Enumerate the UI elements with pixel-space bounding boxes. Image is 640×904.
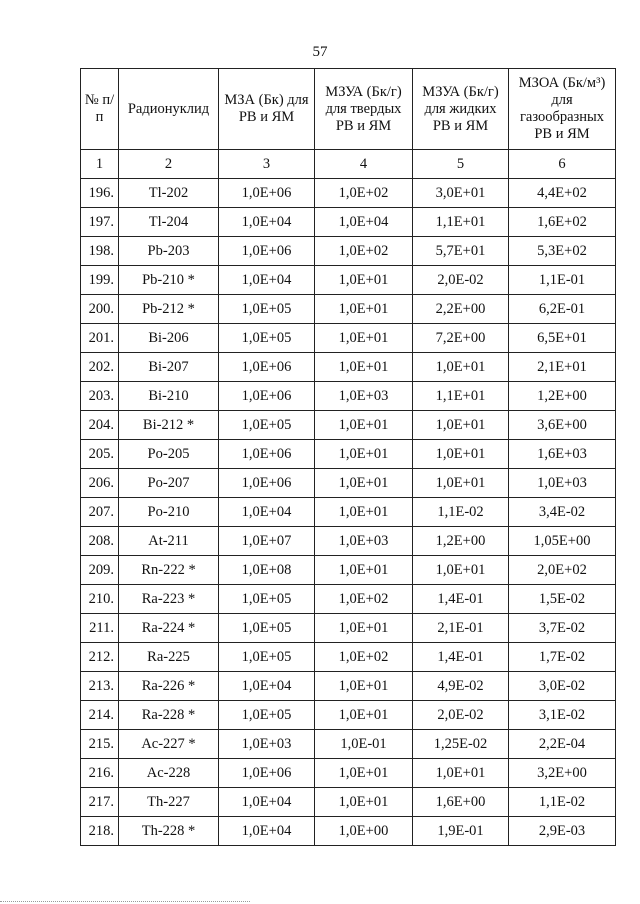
row-number: 196. — [81, 179, 119, 208]
mzua-solid-value: 1,0E+01 — [315, 440, 413, 469]
mzua-solid-value: 1,0E+02 — [315, 643, 413, 672]
column-number: 6 — [509, 150, 616, 179]
mza-value: 1,0E+04 — [219, 788, 315, 817]
bottom-divider — [0, 901, 250, 903]
mzoa-gas-value: 1,05E+00 — [509, 527, 616, 556]
table-row — [81, 324, 616, 353]
mzua-solid-value: 1,0E+01 — [315, 498, 413, 527]
mza-value: 1,0E+04 — [219, 672, 315, 701]
mzoa-gas-value: 3,0E-02 — [509, 672, 616, 701]
mzua-liquid-value: 3,0E+01 — [413, 179, 509, 208]
table-row — [81, 527, 616, 556]
mzua-liquid-value: 2,1E-01 — [413, 614, 509, 643]
row-number: 214. — [81, 701, 119, 730]
table-row — [81, 759, 616, 788]
mza-value: 1,0E+05 — [219, 643, 315, 672]
row-number: 206. — [81, 469, 119, 498]
mzoa-gas-value: 3,1E-02 — [509, 701, 616, 730]
mza-value: 1,0E+06 — [219, 179, 315, 208]
row-number: 201. — [81, 324, 119, 353]
radionuclide-name: Tl-204 — [119, 208, 219, 237]
mzua-solid-value: 1,0E+02 — [315, 585, 413, 614]
mza-value: 1,0E+04 — [219, 266, 315, 295]
mzua-liquid-value: 1,0E+01 — [413, 353, 509, 382]
table-row — [81, 353, 616, 382]
radionuclide-name: Bi-210 — [119, 382, 219, 411]
mzua-solid-value: 1,0E-01 — [315, 730, 413, 759]
mzua-solid-value: 1,0E+03 — [315, 527, 413, 556]
mzoa-gas-value: 3,4E-02 — [509, 498, 616, 527]
mzua-liquid-value: 5,7E+01 — [413, 237, 509, 266]
mzoa-gas-value: 2,0E+02 — [509, 556, 616, 585]
mzoa-gas-value: 3,2E+00 — [509, 759, 616, 788]
mza-value: 1,0E+03 — [219, 730, 315, 759]
column-number: 1 — [81, 150, 119, 179]
row-number: 200. — [81, 295, 119, 324]
radionuclide-table — [80, 68, 616, 846]
mzoa-gas-value: 3,7E-02 — [509, 614, 616, 643]
mza-value: 1,0E+05 — [219, 411, 315, 440]
table-row — [81, 440, 616, 469]
radionuclide-name: Th-228 * — [119, 817, 219, 846]
radionuclide-name: Pb-210 * — [119, 266, 219, 295]
mzoa-gas-value: 1,5E-02 — [509, 585, 616, 614]
mzua-liquid-value: 1,1E-02 — [413, 498, 509, 527]
mza-value: 1,0E+04 — [219, 498, 315, 527]
row-number: 202. — [81, 353, 119, 382]
mza-value: 1,0E+06 — [219, 382, 315, 411]
row-number: 215. — [81, 730, 119, 759]
mza-value: 1,0E+04 — [219, 817, 315, 846]
mzua-liquid-value: 1,1E+01 — [413, 382, 509, 411]
mzua-solid-value: 1,0E+00 — [315, 817, 413, 846]
table-row — [81, 237, 616, 266]
header-cell: № п/п — [81, 69, 119, 150]
radionuclide-name: Pb-203 — [119, 237, 219, 266]
mzua-solid-value: 1,0E+01 — [315, 556, 413, 585]
mzoa-gas-value: 1,1E-01 — [509, 266, 616, 295]
row-number: 204. — [81, 411, 119, 440]
page-number: 57 — [312, 44, 328, 60]
table-row — [81, 701, 616, 730]
column-number: 5 — [413, 150, 509, 179]
mzua-solid-value: 1,0E+01 — [315, 411, 413, 440]
mzua-liquid-value: 2,0E-02 — [413, 266, 509, 295]
row-number: 203. — [81, 382, 119, 411]
radionuclide-name: Po-210 — [119, 498, 219, 527]
mzoa-gas-value: 2,1E+01 — [509, 353, 616, 382]
mzua-liquid-value: 1,0E+01 — [413, 469, 509, 498]
header-cell: МЗУА (Бк/г) для твердых РВ и ЯМ — [315, 69, 413, 150]
mza-value: 1,0E+05 — [219, 701, 315, 730]
row-number: 217. — [81, 788, 119, 817]
mzua-solid-value: 1,0E+01 — [315, 701, 413, 730]
row-number: 209. — [81, 556, 119, 585]
mzua-liquid-value: 1,0E+01 — [413, 556, 509, 585]
mza-value: 1,0E+05 — [219, 324, 315, 353]
row-number: 205. — [81, 440, 119, 469]
row-number: 197. — [81, 208, 119, 237]
mzoa-gas-value: 6,5E+01 — [509, 324, 616, 353]
mzoa-gas-value: 4,4E+02 — [509, 179, 616, 208]
header-cell: МЗОА (Бк/м³) для газообразных РВ и ЯМ — [509, 69, 616, 150]
mzua-liquid-value: 7,2E+00 — [413, 324, 509, 353]
table-row — [81, 295, 616, 324]
mzua-solid-value: 1,0E+01 — [315, 759, 413, 788]
table-row — [81, 208, 616, 237]
mzua-solid-value: 1,0E+01 — [315, 469, 413, 498]
mzoa-gas-value: 2,9E-03 — [509, 817, 616, 846]
mzua-solid-value: 1,0E+01 — [315, 353, 413, 382]
table-row — [81, 643, 616, 672]
mzoa-gas-value: 3,6E+00 — [509, 411, 616, 440]
header-cell: МЗА (Бк) для РВ и ЯМ — [219, 69, 315, 150]
mza-value: 1,0E+06 — [219, 237, 315, 266]
radionuclide-name: Ra-228 * — [119, 701, 219, 730]
column-number: 2 — [119, 150, 219, 179]
table-row — [81, 672, 616, 701]
radionuclide-name: Ra-223 * — [119, 585, 219, 614]
radionuclide-name: Ra-226 * — [119, 672, 219, 701]
row-number: 216. — [81, 759, 119, 788]
mzua-solid-value: 1,0E+01 — [315, 266, 413, 295]
mzua-solid-value: 1,0E+01 — [315, 614, 413, 643]
row-number: 218. — [81, 817, 119, 846]
mzua-solid-value: 1,0E+01 — [315, 324, 413, 353]
mzua-solid-value: 1,0E+04 — [315, 208, 413, 237]
mzua-solid-value: 1,0E+01 — [315, 788, 413, 817]
radionuclide-name: Ra-225 — [119, 643, 219, 672]
mzoa-gas-value: 2,2E-04 — [509, 730, 616, 759]
table-row — [81, 788, 616, 817]
mza-value: 1,0E+06 — [219, 469, 315, 498]
mzua-liquid-value: 1,0E+01 — [413, 440, 509, 469]
table-row — [81, 556, 616, 585]
mzoa-gas-value: 1,7E-02 — [509, 643, 616, 672]
table-row — [81, 730, 616, 759]
mzua-solid-value: 1,0E+01 — [315, 672, 413, 701]
radionuclide-name: Bi-206 — [119, 324, 219, 353]
radionuclide-name: Ra-224 * — [119, 614, 219, 643]
radionuclide-name: Po-205 — [119, 440, 219, 469]
radionuclide-name: Pb-212 * — [119, 295, 219, 324]
column-number: 3 — [219, 150, 315, 179]
mza-value: 1,0E+07 — [219, 527, 315, 556]
mzoa-gas-value: 1,6E+02 — [509, 208, 616, 237]
row-number: 207. — [81, 498, 119, 527]
row-number: 210. — [81, 585, 119, 614]
table-row — [81, 614, 616, 643]
mzua-liquid-value: 1,6E+00 — [413, 788, 509, 817]
table-row — [81, 817, 616, 846]
mzoa-gas-value: 1,2E+00 — [509, 382, 616, 411]
radionuclide-name: Tl-202 — [119, 179, 219, 208]
table-row — [81, 382, 616, 411]
row-number: 208. — [81, 527, 119, 556]
mza-value: 1,0E+06 — [219, 759, 315, 788]
radionuclide-name: Th-227 — [119, 788, 219, 817]
row-number: 211. — [81, 614, 119, 643]
table-body — [81, 179, 616, 846]
table-row — [81, 411, 616, 440]
mzua-solid-value: 1,0E+03 — [315, 382, 413, 411]
mza-value: 1,0E+05 — [219, 585, 315, 614]
header-cell: Радионуклид — [119, 69, 219, 150]
mzua-solid-value: 1,0E+01 — [315, 295, 413, 324]
mzua-solid-value: 1,0E+02 — [315, 179, 413, 208]
mzua-liquid-value: 2,2E+00 — [413, 295, 509, 324]
mza-value: 1,0E+06 — [219, 440, 315, 469]
mzua-liquid-value: 1,25E-02 — [413, 730, 509, 759]
row-number: 199. — [81, 266, 119, 295]
mzua-liquid-value: 1,4E-01 — [413, 585, 509, 614]
header-cell: МЗУА (Бк/г) для жидких РВ и ЯМ — [413, 69, 509, 150]
mzua-liquid-value: 1,1E+01 — [413, 208, 509, 237]
mzua-liquid-value: 1,0E+01 — [413, 759, 509, 788]
mzua-liquid-value: 1,2E+00 — [413, 527, 509, 556]
row-number: 198. — [81, 237, 119, 266]
mza-value: 1,0E+06 — [219, 353, 315, 382]
radionuclide-name: Ac-228 — [119, 759, 219, 788]
mzoa-gas-value: 5,3E+02 — [509, 237, 616, 266]
mzua-liquid-value: 4,9E-02 — [413, 672, 509, 701]
mzoa-gas-value: 1,1E-02 — [509, 788, 616, 817]
mzua-liquid-value: 1,9E-01 — [413, 817, 509, 846]
mzua-solid-value: 1,0E+02 — [315, 237, 413, 266]
mza-value: 1,0E+05 — [219, 614, 315, 643]
radionuclide-name: Bi-212 * — [119, 411, 219, 440]
table-row — [81, 498, 616, 527]
mzoa-gas-value: 1,0E+03 — [509, 469, 616, 498]
radionuclide-name: Ac-227 * — [119, 730, 219, 759]
mzoa-gas-value: 1,6E+03 — [509, 440, 616, 469]
mzua-liquid-value: 2,0E-02 — [413, 701, 509, 730]
column-number: 4 — [315, 150, 413, 179]
table-row — [81, 585, 616, 614]
radionuclide-name: Rn-222 * — [119, 556, 219, 585]
mza-value: 1,0E+04 — [219, 208, 315, 237]
column-number-row — [81, 150, 616, 179]
mza-value: 1,0E+05 — [219, 295, 315, 324]
mzua-liquid-value: 1,4E-01 — [413, 643, 509, 672]
mzoa-gas-value: 6,2E-01 — [509, 295, 616, 324]
table-row — [81, 266, 616, 295]
radionuclide-name: Bi-207 — [119, 353, 219, 382]
radionuclide-name: At-211 — [119, 527, 219, 556]
table-row — [81, 179, 616, 208]
header-row — [81, 69, 616, 150]
mzua-liquid-value: 1,0E+01 — [413, 411, 509, 440]
table-row — [81, 469, 616, 498]
row-number: 213. — [81, 672, 119, 701]
radionuclide-name: Po-207 — [119, 469, 219, 498]
mza-value: 1,0E+08 — [219, 556, 315, 585]
row-number: 212. — [81, 643, 119, 672]
